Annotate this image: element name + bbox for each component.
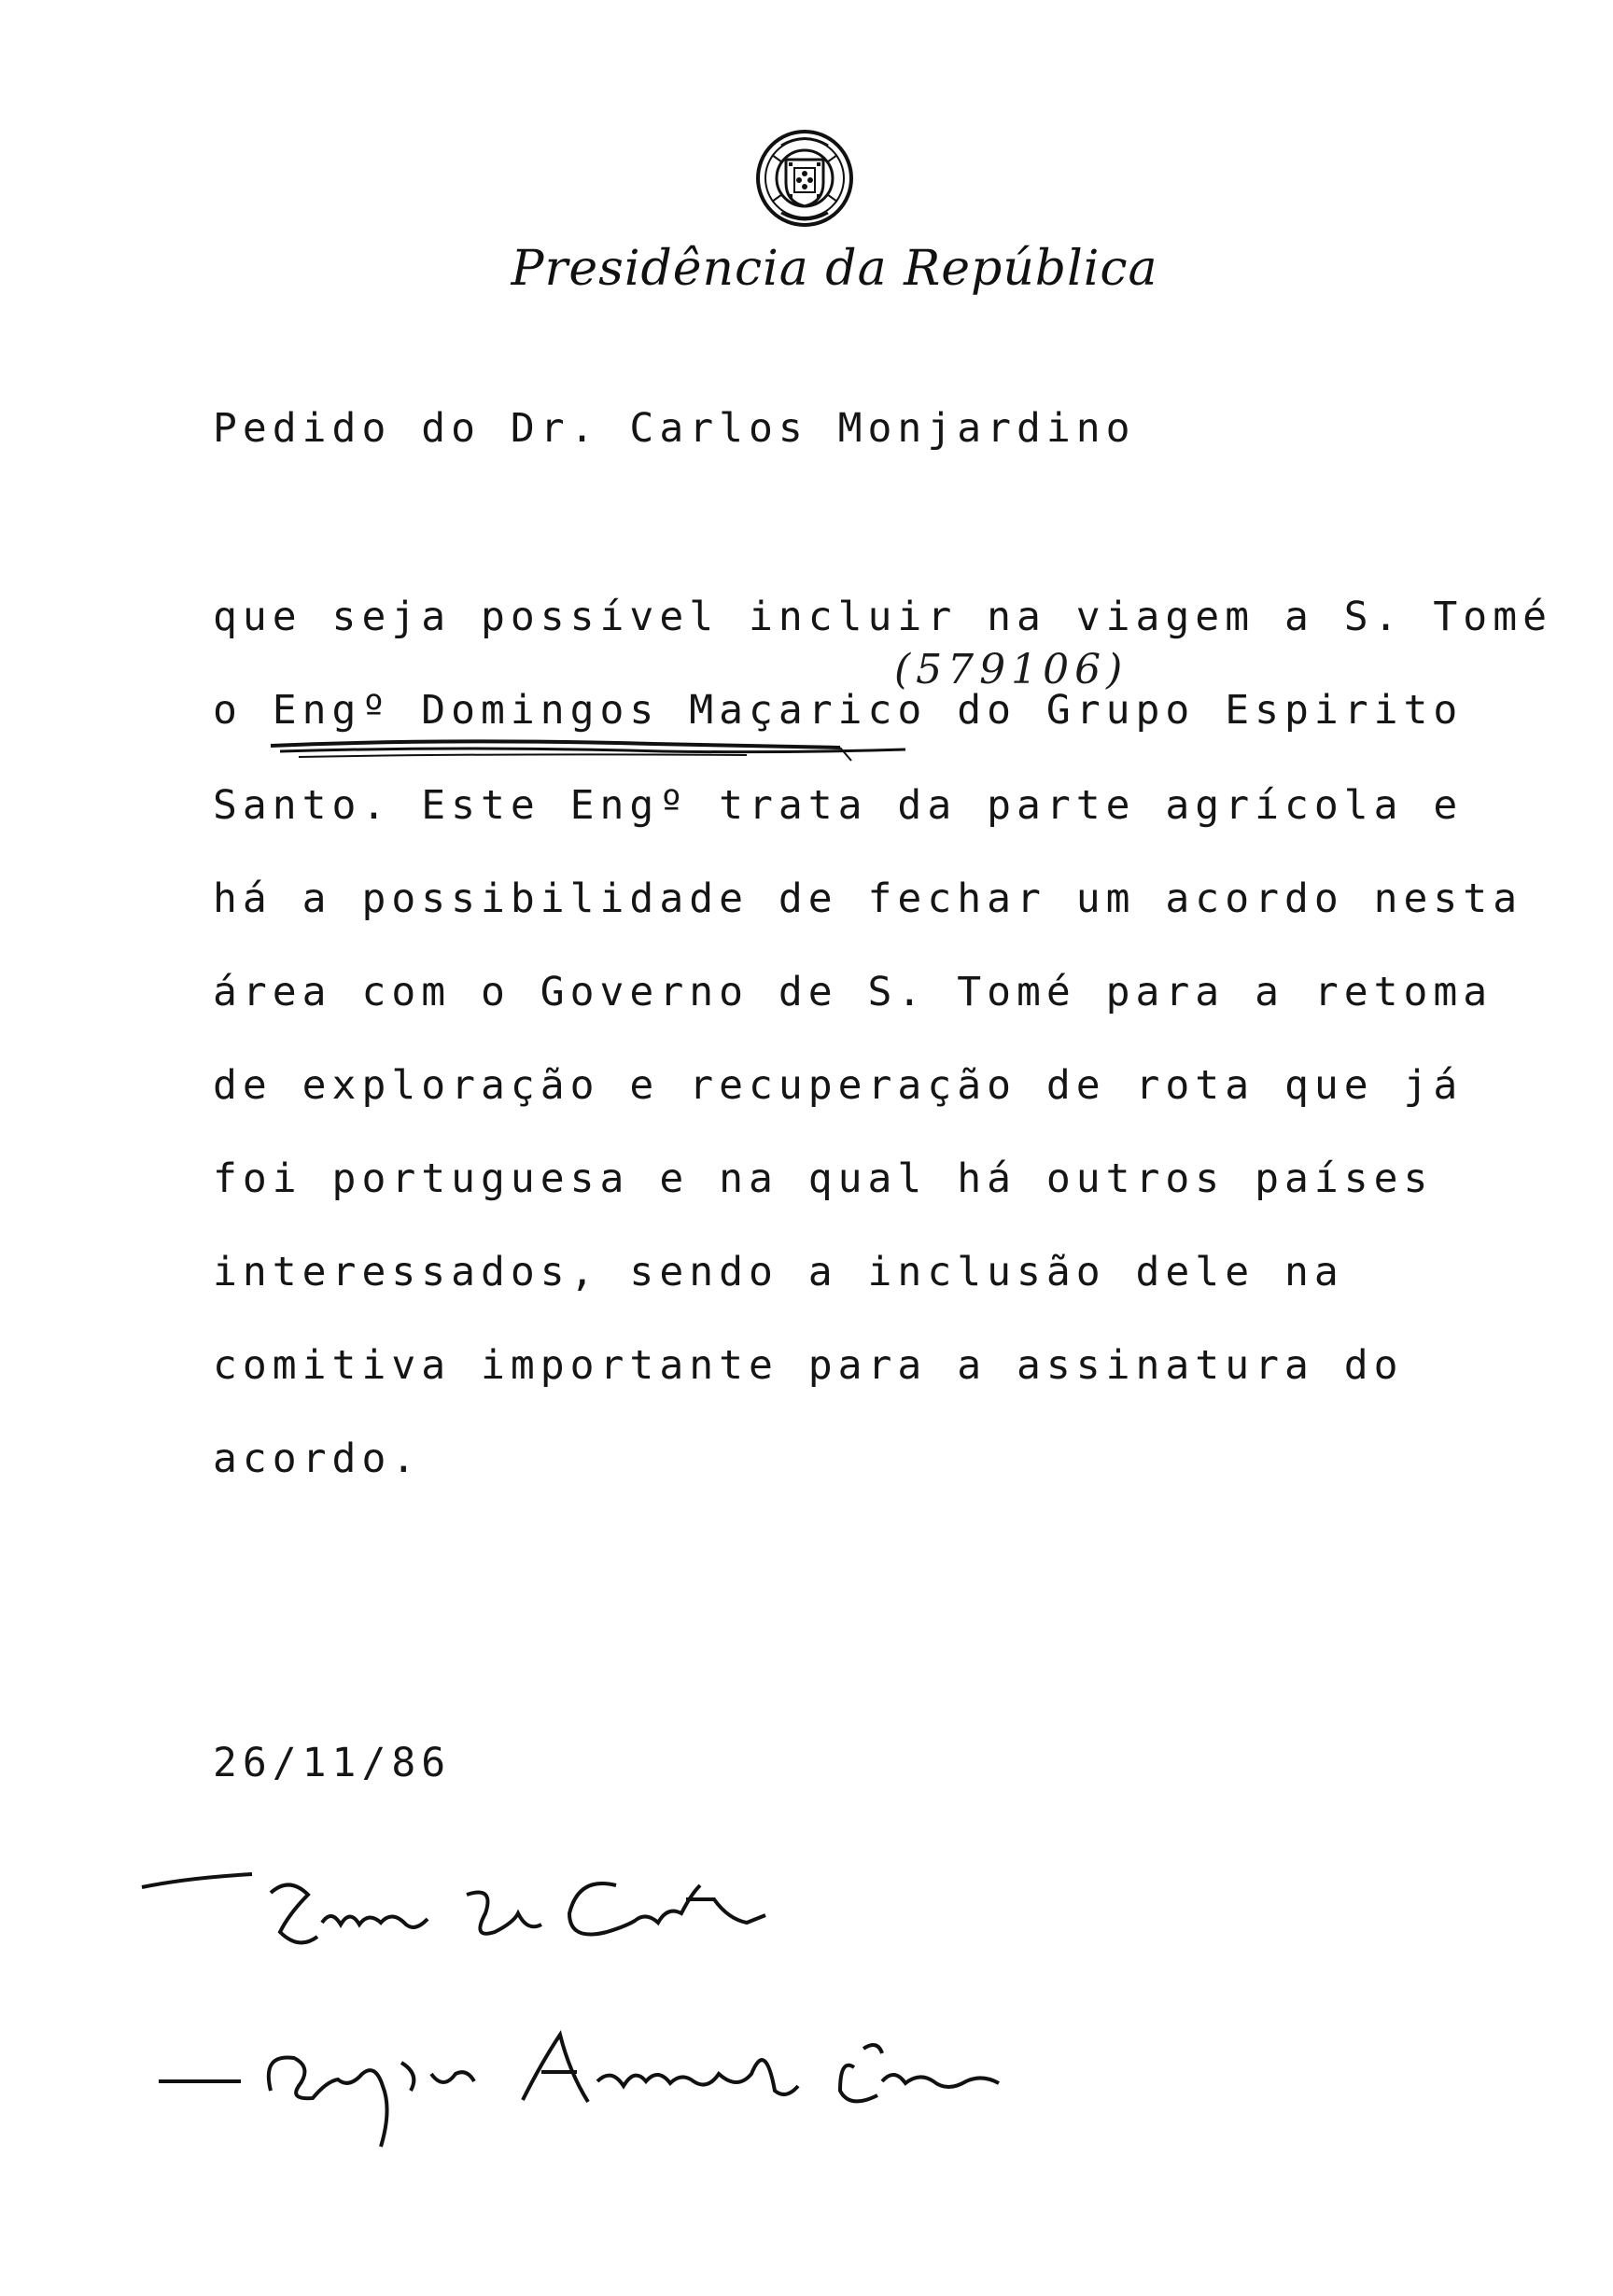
handwritten-signatures: [131, 1857, 1232, 2165]
letterhead-title: Presidência da República: [511, 241, 1158, 297]
body-line-8: interessados, sendo a inclusão dele na: [213, 1249, 1344, 1295]
document-date: 26/11/86: [213, 1740, 452, 1786]
body-line-5: área com o Governo de S. Tomé para a retoma: [213, 969, 1494, 1015]
body-line-9: comitiva importante para a assinatura do: [213, 1342, 1404, 1389]
handwritten-reference-number: (579106): [894, 646, 1129, 693]
body-line-10: acordo.: [213, 1435, 422, 1482]
body-line-1: que seja possível incluir na viagem a S. Tomé: [213, 594, 1552, 640]
request-heading: Pedido do Dr. Carlos Monjardino: [213, 405, 1136, 452]
body-line-7: foi portuguesa e na qual há outros países: [213, 1155, 1434, 1202]
body-line-2: o Engº Domingos Maçarico do Grupo Espirito: [213, 687, 1464, 734]
body-line-4: há a possibilidade de fechar um acordo nesta: [213, 875, 1523, 922]
coat-of-arms-icon: [753, 127, 856, 230]
body-line-6: de exploração e recuperação de rota que já: [213, 1062, 1464, 1109]
handwritten-underline: [261, 733, 915, 770]
body-line-3: Santo. Este Engº trata da parte agrícola e: [213, 782, 1464, 829]
